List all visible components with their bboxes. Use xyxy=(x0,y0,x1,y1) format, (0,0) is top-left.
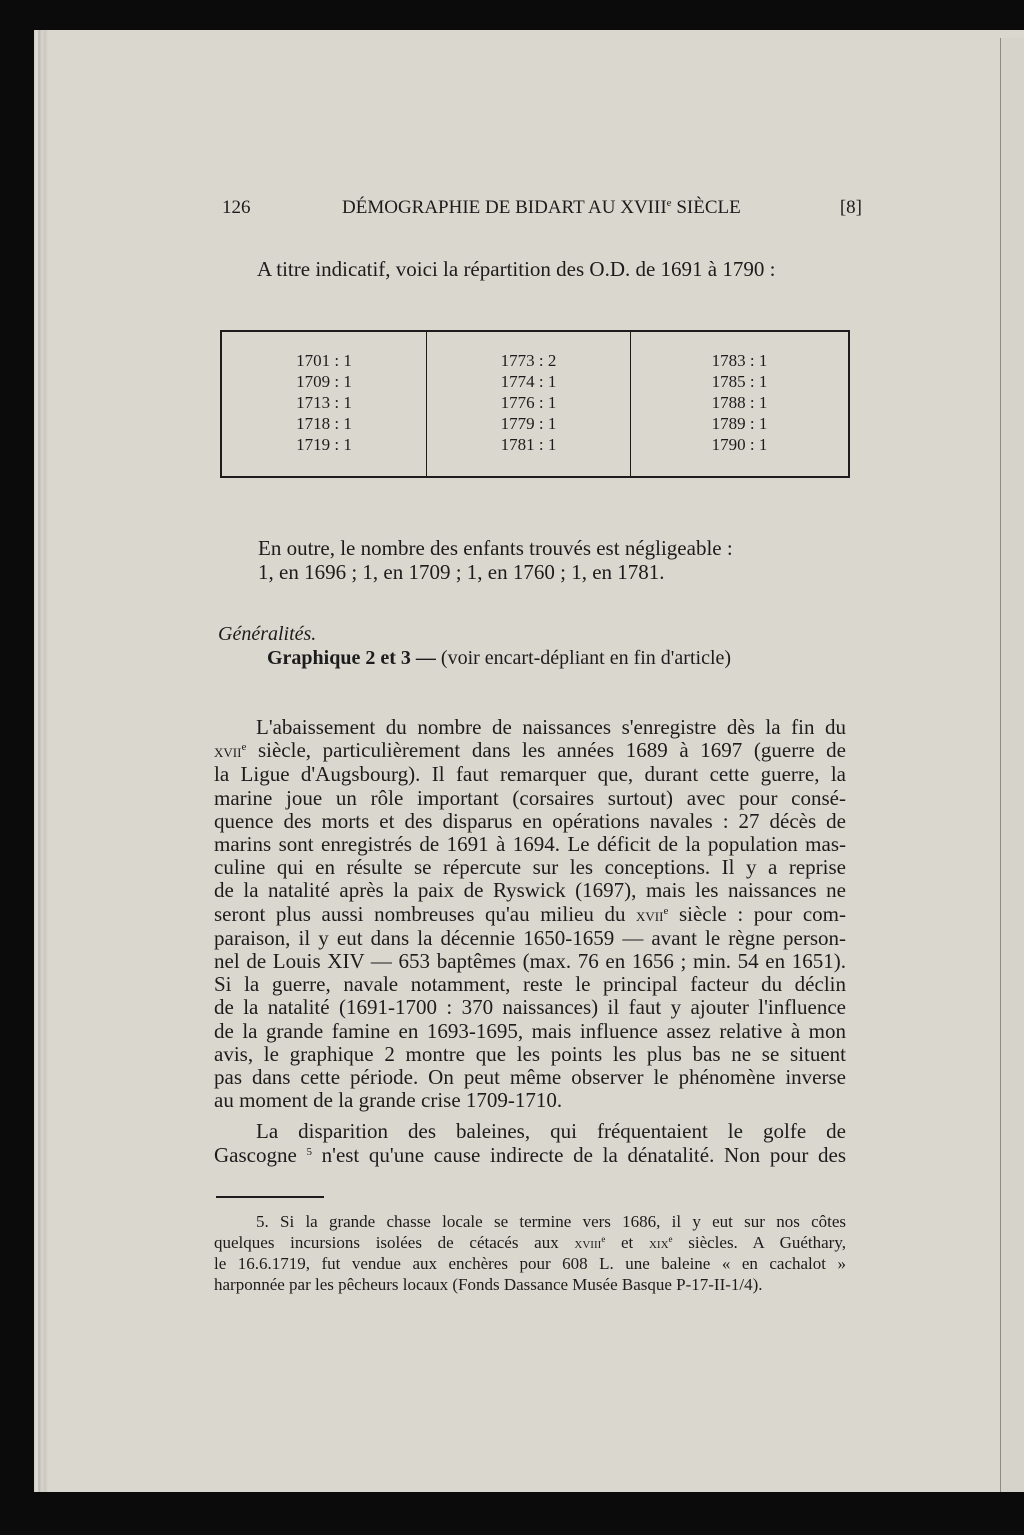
enfants-line-2: 1, en 1696 ; 1, en 1709 ; 1, en 1760 ; 1, en 1781. xyxy=(258,560,665,584)
od-entry: 1709 : 1 xyxy=(296,372,352,391)
text-line: la Ligue d'Augsbourg). Il faut remarquer que, durant cette guerre, la xyxy=(214,763,846,787)
text-line: Si la guerre, navale notamment, reste le principal facteur du déclin xyxy=(214,973,846,997)
footnote-reference[interactable]: 5 xyxy=(306,1145,312,1158)
od-entry: 1718 : 1 xyxy=(296,414,352,433)
enfants-trouves-note xyxy=(258,536,733,584)
od-entry: 1776 : 1 xyxy=(500,393,557,412)
text-line: au moment de la grande crise 1709-1710. xyxy=(214,1089,563,1113)
text-line: culine qui en résulte se répercute sur les conceptions. Il y a reprise xyxy=(214,856,846,880)
section-heading-generalites: Généralités. xyxy=(218,623,317,645)
graphique-note: (voir encart-dépliant en fin d'article) xyxy=(435,647,732,669)
od-entry: 1783 : 1 xyxy=(711,351,768,370)
century-numeral: xvii xyxy=(636,904,664,925)
section-number: [8] xyxy=(839,197,862,218)
paragraph-baleines xyxy=(214,1120,846,1166)
running-title-main: DÉMOGRAPHIE DE BIDART AU XVIII xyxy=(342,197,667,218)
century-sup: e xyxy=(663,904,669,917)
footnote-separator xyxy=(216,1196,324,1198)
page-stack-edge xyxy=(34,30,48,1492)
text-fragment: et xyxy=(605,1232,649,1252)
text-line: L'abaissement du nombre de naissances s'enregistre dès la fin du xyxy=(256,716,846,739)
od-entry: 1790 : 1 xyxy=(711,435,768,454)
od-entry: 1774 : 1 xyxy=(500,372,557,391)
od-entry: 1779 : 1 xyxy=(500,414,557,433)
footnote-line: le 16.6.1719, fut vendue aux enchères pour 608 L. une baleine « en cachalot » xyxy=(214,1254,846,1273)
text-line xyxy=(214,739,846,763)
page-number: 126 xyxy=(222,197,251,218)
text-line: de la natalité (1691-1700 : 370 naissances) il faut y ajouter l'influence xyxy=(214,996,846,1020)
facing-page-edge xyxy=(1001,38,1024,1492)
text-line: marins sont enregistrés de 1691 à 1694. Le déficit de la population mas- xyxy=(214,833,846,857)
text-fragment: seront plus aussi nombreuses qu'au milieu du xyxy=(214,902,637,926)
text-line: paraison, il y eut dans la décennie 1650-1659 — avant le règne person- xyxy=(214,926,846,950)
intro-sentence: A titre indicatif, voici la répartition des O.D. de 1691 à 1790 : xyxy=(257,257,776,281)
od-entry: 1713 : 1 xyxy=(296,393,352,412)
text-fragment: Gascogne xyxy=(214,1143,297,1167)
body-text-column xyxy=(214,622,846,1167)
century-sup: e xyxy=(241,741,247,754)
text-fragment: siècles. A Guéthary, xyxy=(672,1232,846,1252)
od-entry: 1781 : 1 xyxy=(500,435,557,454)
running-title-sup: e xyxy=(666,197,672,209)
od-table xyxy=(220,330,850,478)
graphique-reference xyxy=(214,646,846,670)
text-line: La disparition des baleines, qui fréquentaient le golfe de xyxy=(256,1120,846,1144)
text-line: nel de Louis XIV — 653 baptêmes (max. 76 en 1656 ; min. 54 en 1651). xyxy=(214,950,846,974)
od-entry: 1785 : 1 xyxy=(711,372,768,391)
od-column-2 xyxy=(427,332,631,476)
text-line: marine joue un rôle important (corsaires surtout) avec pour consé- xyxy=(214,786,846,810)
text-line: de la natalité après la paix de Ryswick (1697), mais les naissances ne xyxy=(214,879,846,903)
paragraph-natalite xyxy=(214,716,846,1112)
century-sup: e xyxy=(601,1233,606,1244)
text-fragment: n'est qu'une cause indirecte de la dénatalité. Non pour des xyxy=(311,1143,846,1167)
text-line: avis, le graphique 2 montre que les points les plus bas ne se situent xyxy=(214,1042,846,1066)
enfants-line-1: En outre, le nombre des enfants trouvés est négligeable : xyxy=(258,536,733,560)
od-entry: 1701 : 1 xyxy=(296,351,352,370)
footnote-5 xyxy=(214,1212,846,1295)
od-column-1 xyxy=(222,332,427,476)
footnote-line xyxy=(214,1233,846,1255)
od-entry: 1789 : 1 xyxy=(711,414,768,433)
text-fragment: quelques incursions isolées de cétacés aux xyxy=(214,1232,575,1252)
text-line: quence des morts et des disparus en opérations navales : 27 décès de xyxy=(214,809,846,833)
century-numeral: xviii xyxy=(574,1235,602,1252)
century-numeral: xix xyxy=(648,1235,669,1252)
text-line: pas dans cette période. On peut même observer le phénomène inverse xyxy=(214,1066,846,1090)
text-line xyxy=(214,903,846,927)
graphique-label: Graphique 2 et 3 — xyxy=(267,647,436,669)
running-title xyxy=(342,196,741,220)
footnote-line: 5. Si la grande chasse locale se termine vers 1686, il y eut sur nos côtes xyxy=(256,1212,846,1231)
text-line: de la grande famine en 1693-1695, mais influence assez relative à mon xyxy=(214,1019,846,1043)
text-fragment: siècle : pour com- xyxy=(668,902,846,926)
od-entry: 1719 : 1 xyxy=(296,435,352,454)
od-entry: 1788 : 1 xyxy=(711,393,768,412)
od-column-3 xyxy=(631,332,848,476)
century-numeral: xvii xyxy=(214,741,242,762)
text-line xyxy=(214,1144,846,1167)
running-head xyxy=(222,196,862,226)
text-fragment: siècle, particulièrement dans les années 1689 à 1697 (guerre de xyxy=(246,739,846,763)
running-title-end: SIÈCLE xyxy=(671,197,741,218)
od-entry: 1773 : 2 xyxy=(500,351,557,370)
century-sup: e xyxy=(668,1233,673,1244)
footnote-line: harponnée par les pêcheurs locaux (Fonds Dassance Musée Basque P-17-II-1/4). xyxy=(214,1274,763,1294)
